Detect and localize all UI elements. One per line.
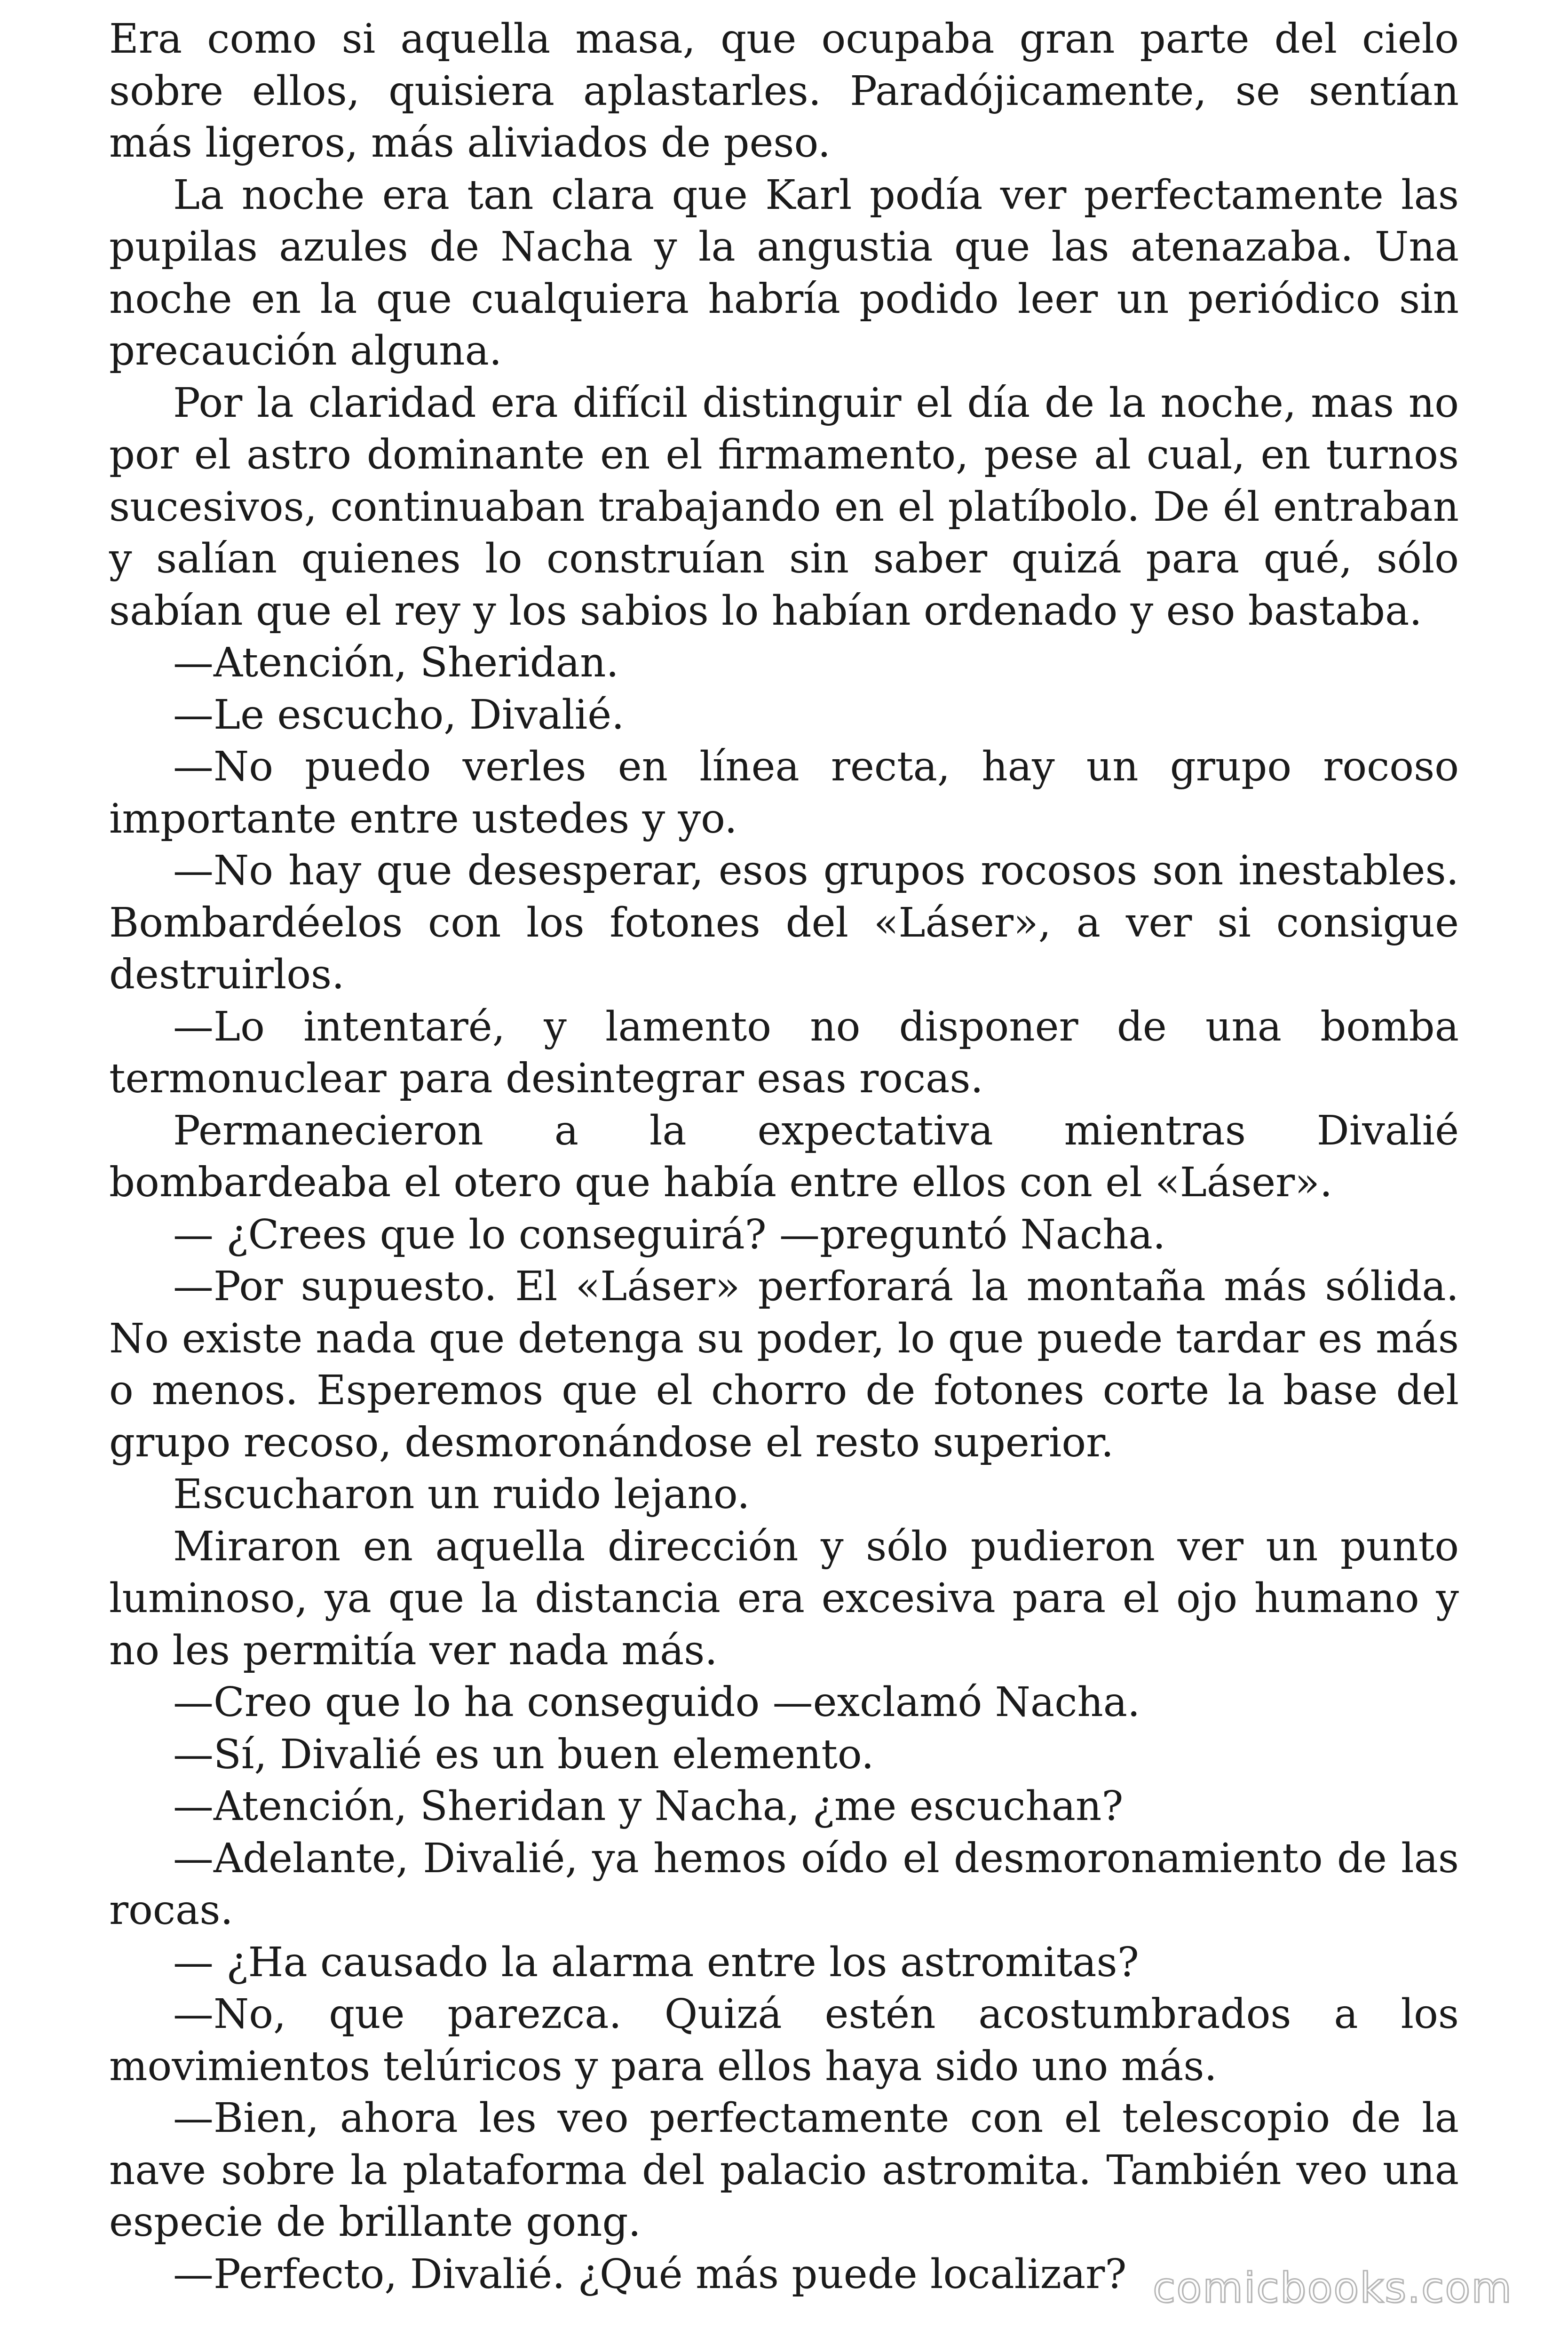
dialogue-line: —Le escucho, Divalié. [173,691,625,739]
paragraph: Era como si aquella masa, que ocupaba gran parte del cielo sobre ellos, quisiera aplastarles. Paradójicamente, se sentían más ligeros, más aliviados de peso. [109,16,1459,167]
dialogue-line: —Creo que lo ha conseguido —exclamó Nacha. [173,1679,1140,1726]
paragraph: Por la claridad era difícil distinguir el día de la noche, mas no por el astro dominante en el firmamento, pese al cual, en turnos sucesivos, continuaban trabajando en el platíbolo. De él entraban y salían quienes lo construían sin saber quizá para qué, sólo sabían que el rey y los sabios lo habían ordenado y eso bastaba. [109,379,1459,635]
dialogue-line: —Por supuesto. El «Láser» perforará la montaña más sólida. No existe nada que detenga su poder, lo que puede tardar es más o menos. Esperemos que el chorro de fotones corte la base del grupo recoso, desmoronándose el resto superior. [109,1263,1459,1466]
paragraph: Escucharon un ruido lejano. [173,1471,750,1518]
watermark: comicbooks.com [1152,2264,1513,2312]
dialogue-line: —Lo intentaré, y lamento no disponer de una bomba termonuclear para desintegrar esas rocas. [109,1003,1459,1102]
dialogue-line: —No hay que desesperar, esos grupos rocosos son inestables. Bombardéelos con los fotones del «Láser», a ver si consigue destruirlos. [109,847,1459,998]
dialogue-line: —Bien, ahora les veo perfectamente con el telescopio de la nave sobre la plataforma del palacio astromita. También veo una especie de brillante gong. [109,2095,1459,2246]
paragraph: Miraron en aquella dirección y sólo pudieron ver un punto luminoso, ya que la distancia era excesiva para el ojo humano y no les permitía ver nada más. [109,1523,1459,1674]
dialogue-line: —Sí, Divalié es un buen elemento. [173,1731,874,1778]
dialogue-line: —Adelante, Divalié, ya hemos oído el desmoronamiento de las rocas. [109,1835,1459,1934]
dialogue-line: —No, que parezca. Quizá estén acostumbrados a los movimientos telúricos y para ellos haya sido uno más. [109,1991,1459,2090]
dialogue-line: —Atención, Sheridan. [173,639,619,686]
dialogue-line: —Perfecto, Divalié. ¿Qué más puede localizar? [173,2250,1127,2298]
page-body [109,13,1459,2300]
dialogue-line: —No puedo verles en línea recta, hay un grupo rocoso importante entre ustedes y yo. [109,743,1459,842]
dialogue-line: — ¿Crees que lo conseguirá? —preguntó Nacha. [173,1211,1166,1258]
dialogue-line: —Atención, Sheridan y Nacha, ¿me escuchan? [173,1783,1124,1830]
dialogue-line: — ¿Ha causado la alarma entre los astromitas? [173,1939,1139,1986]
paragraph: Permanecieron a la expectativa mientras Divalié bombardeaba el otero que había entre ellos con el «Láser». [109,1107,1459,1206]
paragraph: La noche era tan clara que Karl podía ver perfectamente las pupilas azules de Nacha y la angustia que las atenazaba. Una noche en la que cualquiera habría podido leer un periódico sin precaución alguna. [109,171,1459,374]
